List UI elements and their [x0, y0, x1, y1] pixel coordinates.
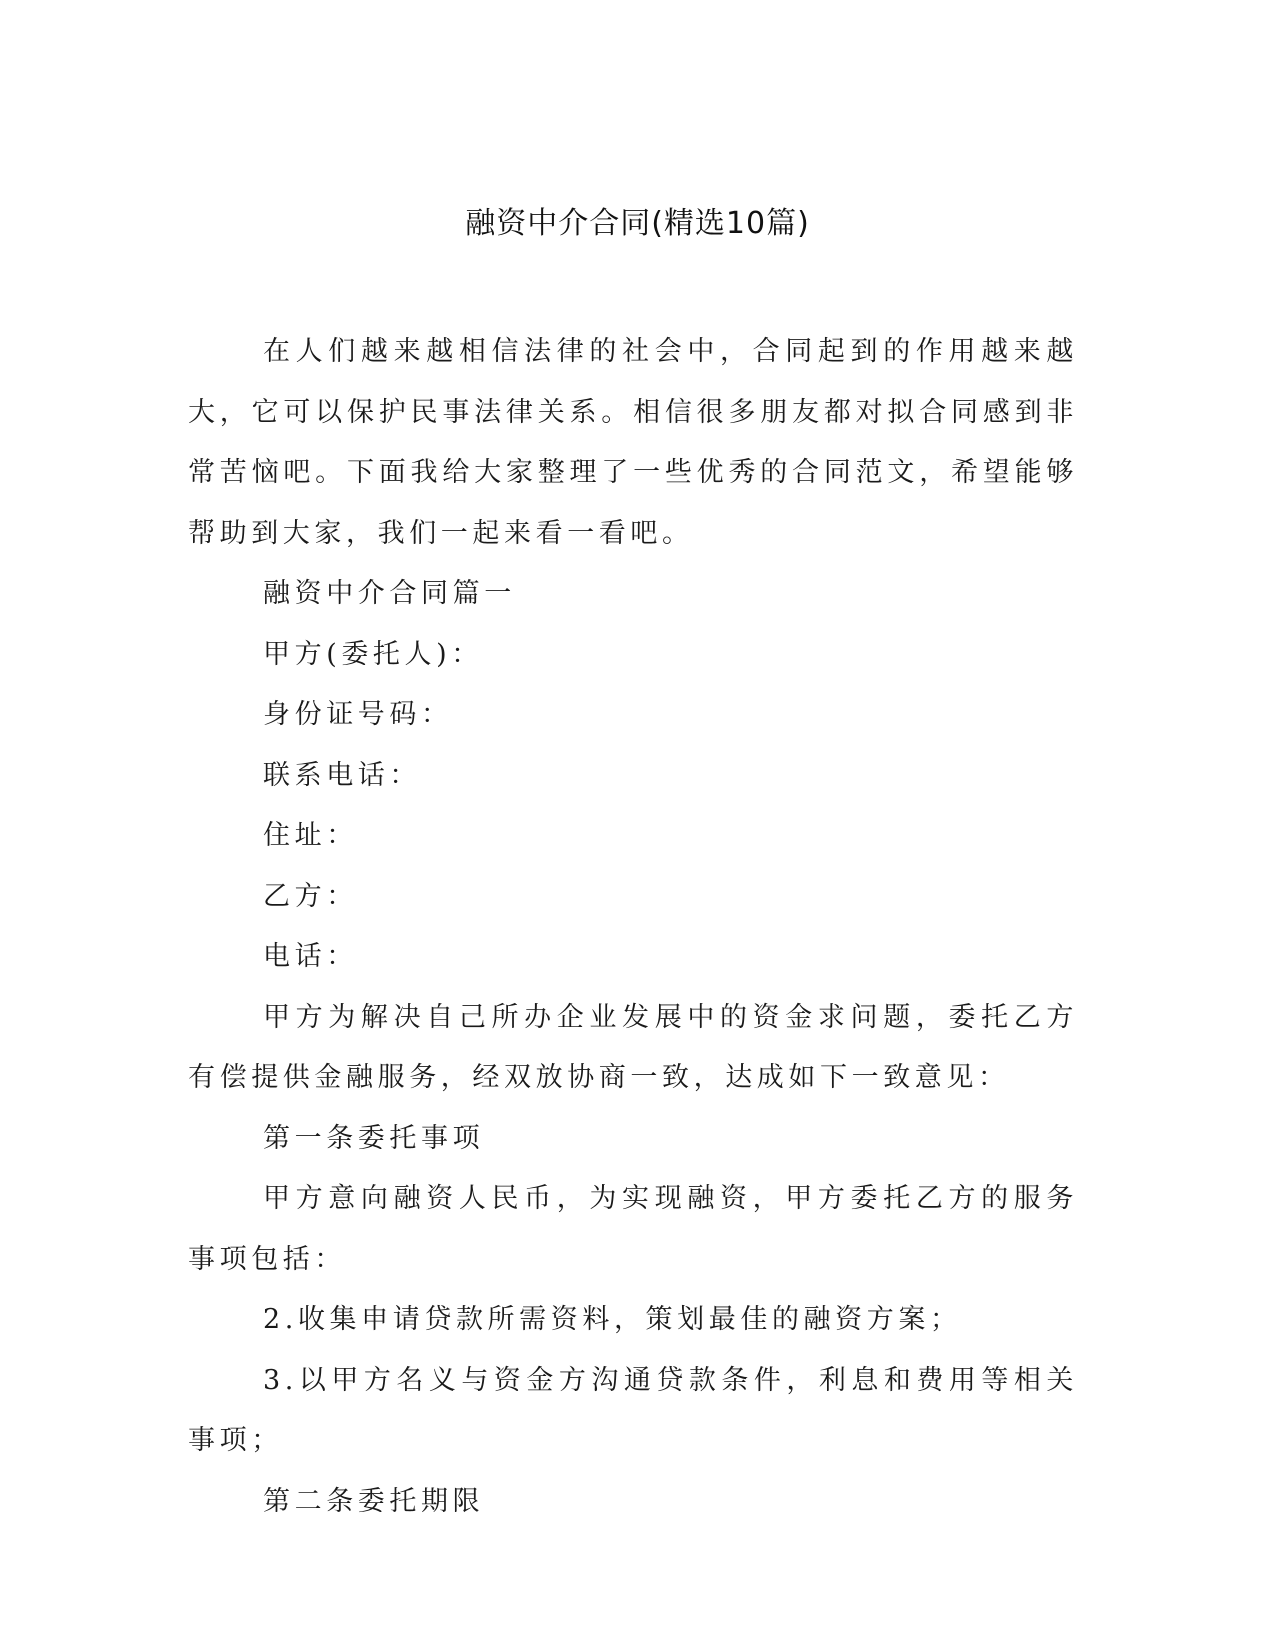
article-one-body: 甲方意向融资人民币，为实现融资，甲方委托乙方的服务事项包括： [188, 1183, 1078, 1275]
article-one-heading: 第一条委托事项 [263, 1122, 485, 1154]
id-number-field: 身份证号码： [263, 699, 453, 730]
list-item-2: 2.收集申请贷款所需资料，策划最佳的融资方案； [263, 1304, 962, 1335]
agreement-preamble: 甲方为解决自己所办企业发展中的资金求问题，委托乙方有偿提供金融服务，经双放协商一致，达成如下一致意见： [188, 1001, 1078, 1093]
intro-paragraph: 在人们越来越相信法律的社会中，合同起到的作用越来越大，它可以保护民事法律关系。相信很多朋友都对拟合同感到非常苦恼吧。下面我给大家整理了一些优秀的合同范文，希望能够帮助到大家，我们一起来看一看吧。 [188, 336, 1078, 549]
phone-field: 电话： [263, 941, 358, 972]
article-two-heading: 第二条委托期限 [263, 1485, 485, 1517]
document-body [188, 322, 1078, 1532]
party-a-field: 甲方(委托人)： [263, 638, 483, 670]
address-field: 住址： [263, 820, 358, 851]
section-heading-part-one: 融资中介合同篇一 [263, 578, 516, 609]
document-title: 融资中介合同(精选10篇) [465, 206, 810, 241]
contact-phone-field: 联系电话： [263, 759, 421, 791]
list-item-3: 3.以甲方名义与资金方沟通贷款条件，利息和费用等相关事项； [188, 1364, 1078, 1456]
party-b-field: 乙方： [263, 880, 358, 912]
